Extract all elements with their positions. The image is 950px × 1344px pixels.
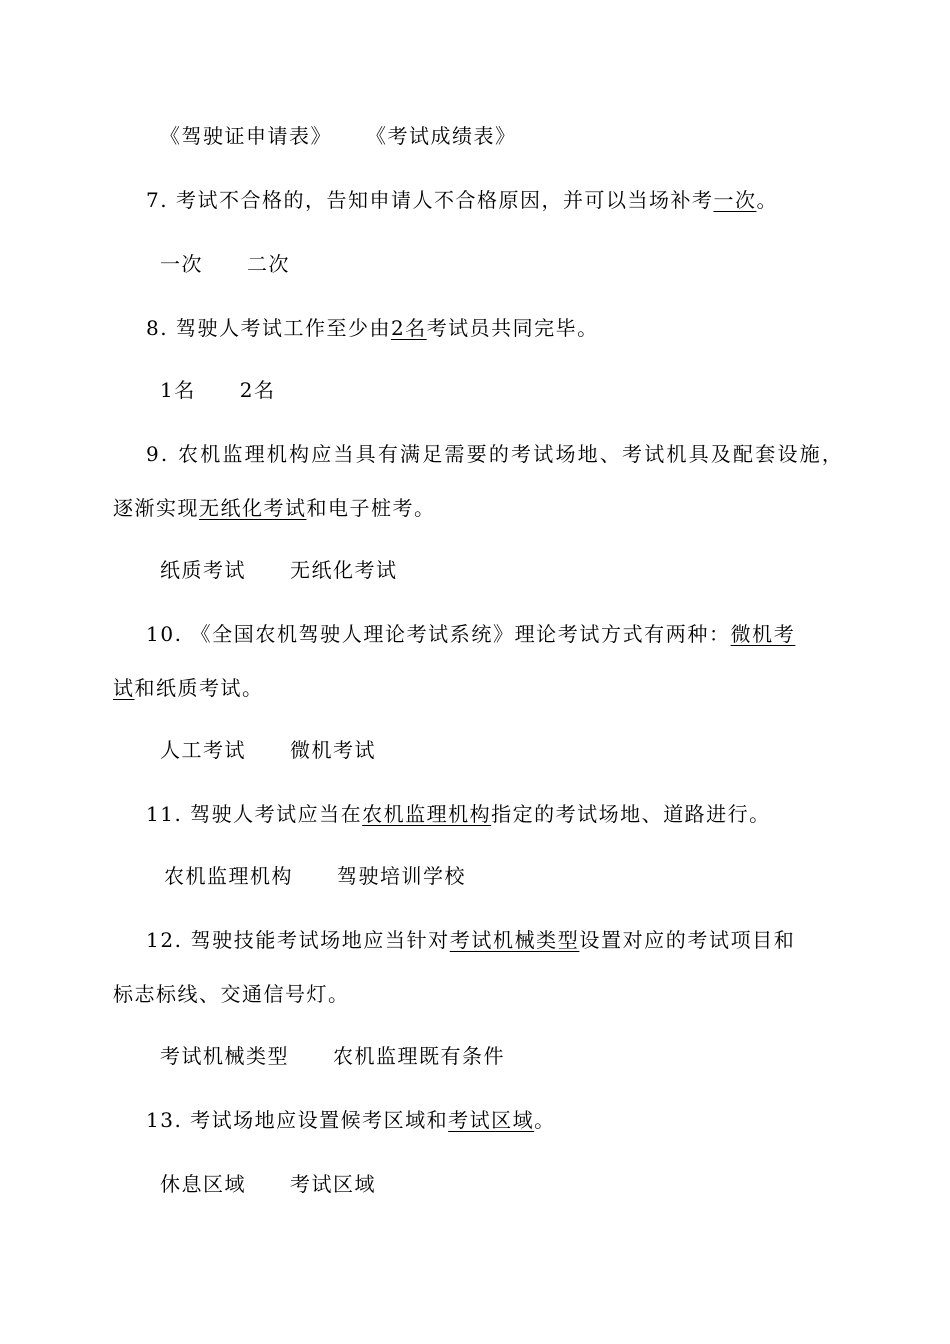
option: 一次 [160,252,203,276]
option: 《驾驶证申请表》 [160,124,332,148]
options-q9 [160,556,398,584]
question-9-line-1 [146,440,844,468]
question-10-line-2 [113,674,264,702]
question-text: 11. 驾驶人考试应当在 [146,802,363,826]
option: 二次 [247,252,290,276]
question-12-line-1 [146,926,795,954]
question-text: 和电子桩考。 [306,496,436,520]
answer-blank: 考试区域 [448,1108,535,1132]
question-8 [146,314,599,342]
question-11 [146,800,771,828]
option: 纸质考试 [160,558,246,582]
answer-blank: 2名 [390,316,427,340]
options-q12 [160,1042,505,1070]
option: 考试机械类型 [160,1044,289,1068]
answer-blank: 微机考 [730,622,796,646]
question-text: 8. 驾驶人考试工作至少由 [146,316,391,340]
options-q11 [164,862,466,890]
question-text: 7. 考试不合格的，告知申请人不合格原因，并可以当场补考 [146,188,714,212]
question-text: 指定的考试场地、道路进行。 [491,802,771,826]
question-text: 设置对应的考试项目和 [579,928,796,952]
option: 人工考试 [160,738,246,762]
question-9-line-2 [113,494,436,522]
question-text: 。 [534,1108,556,1132]
options-q8 [160,376,275,404]
options-q6 [160,122,517,150]
option: 《考试成绩表》 [376,124,517,148]
question-text: 标志标线、交通信号灯。 [113,982,350,1006]
question-12-line-2 [113,980,350,1008]
option: 农机监理既有条件 [333,1044,505,1068]
option: 1名 [160,378,196,402]
question-text: 考试员共同完毕。 [426,316,599,340]
answer-blank: 一次 [713,188,757,212]
option: 休息区域 [160,1172,246,1196]
question-text: 10. 《全国农机驾驶人理论考试系统》理论考试方式有两种： [146,622,731,646]
option: 驾驶培训学校 [337,864,466,888]
question-text: 。 [756,188,778,212]
options-q10 [160,736,376,764]
question-10-line-1 [146,620,795,648]
question-text: 逐渐实现 [113,496,199,520]
answer-blank: 试 [113,676,135,700]
option: 考试区域 [290,1172,376,1196]
question-text: 和纸质考试。 [134,676,264,700]
question-text: 13. 考试场地应设置候考区域和 [146,1108,449,1132]
option: 2名 [239,378,276,402]
question-7 [146,186,778,214]
question-13 [146,1106,556,1134]
answer-blank: 考试机械类型 [449,928,580,952]
option: 农机监理机构 [164,864,293,888]
answer-blank: 农机监理机构 [362,802,492,826]
question-text: 12. 驾驶技能考试场地应当针对 [146,928,450,952]
options-q7 [160,250,290,278]
option: 微机考试 [290,738,376,762]
option: 无纸化考试 [290,558,398,582]
options-q13 [160,1170,376,1198]
answer-blank: 无纸化考试 [199,496,307,520]
question-text: 9. 农机监理机构应当具有满足需要的考试场地、考试机具及配套设施， [146,442,845,466]
